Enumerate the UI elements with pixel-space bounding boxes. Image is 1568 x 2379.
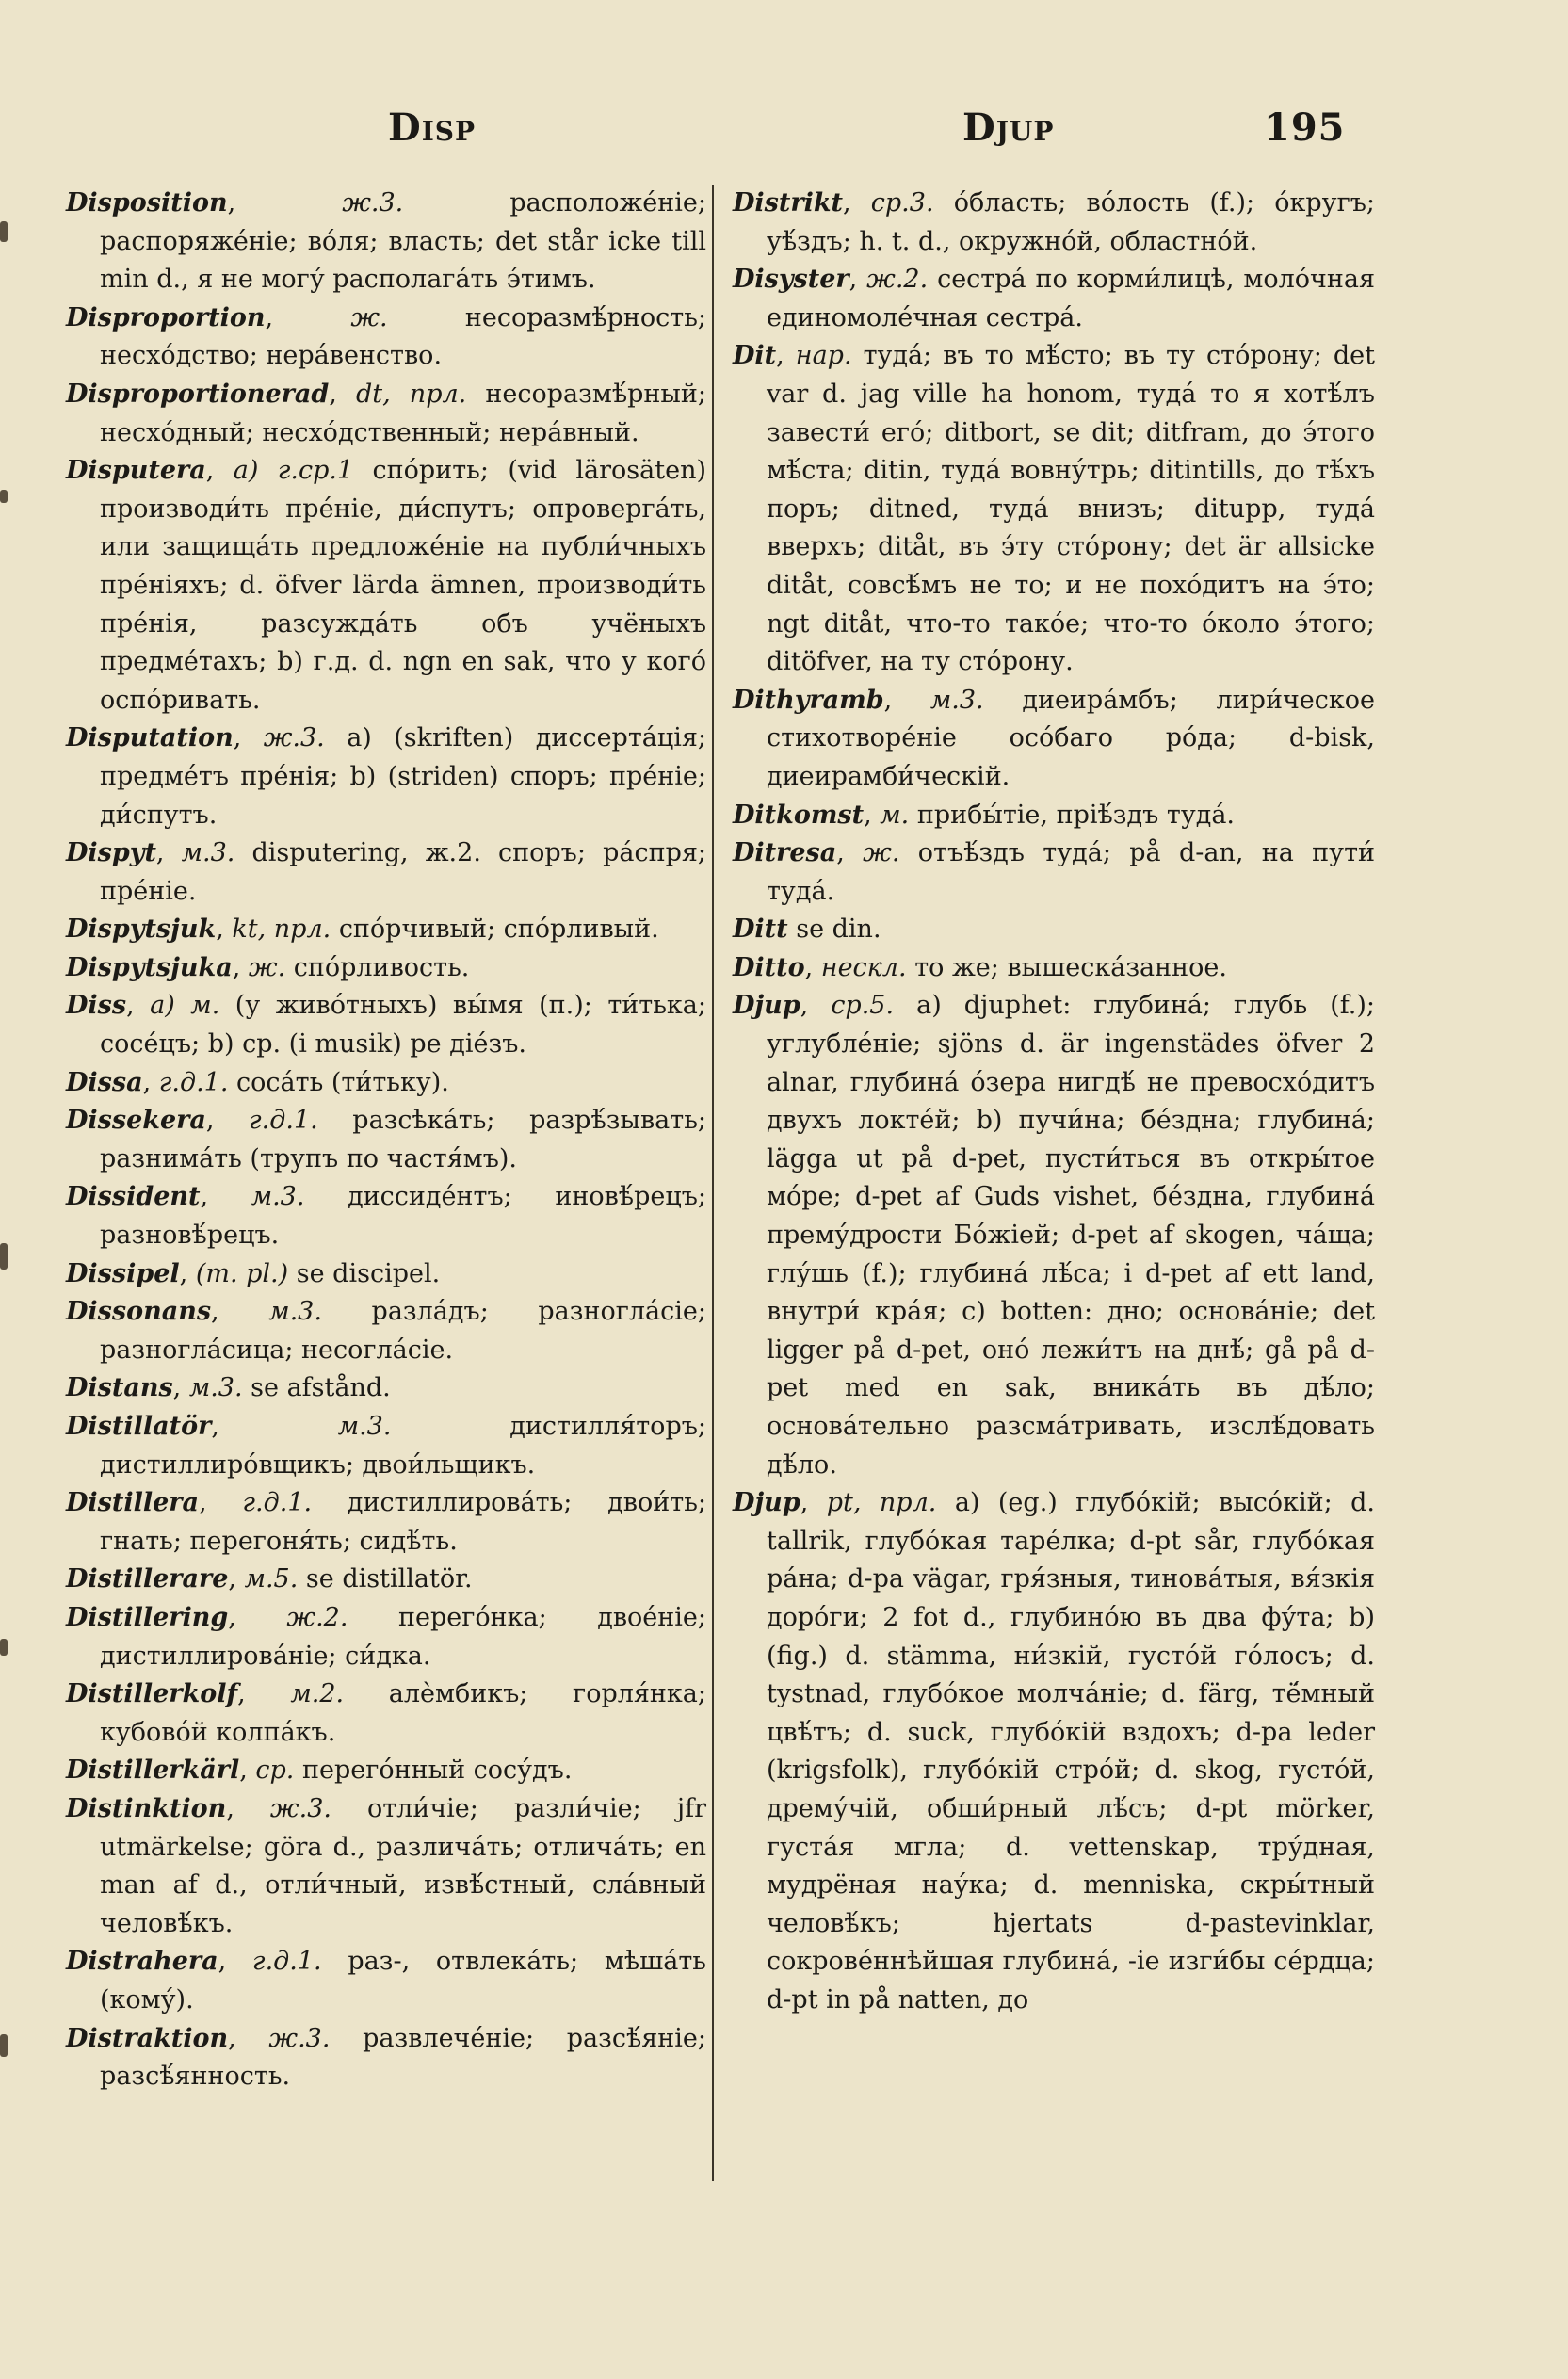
entry-headword: Distraktion bbox=[66, 2023, 229, 2053]
entry-headword: Disposition bbox=[66, 188, 228, 218]
entry-headword: Distillerkärl bbox=[66, 1756, 240, 1786]
entry-definition: отъѣ́здъ туда́; på d-an, на пути́ туда́. bbox=[767, 838, 1375, 906]
dictionary-entry bbox=[66, 376, 706, 452]
entry-definition: спо́рчивый; спо́рливый. bbox=[338, 914, 659, 945]
dictionary-entry bbox=[733, 1484, 1375, 2019]
entry-definition: а) (skriften) диссерта́ція; предме́тъ пре́нія; b) (striden) споръ; пре́ніе; ди́спутъ. bbox=[100, 723, 706, 830]
entry-grammar-label: , г.д.1. bbox=[199, 1488, 312, 1517]
entry-grammar-label: , ж.2. bbox=[849, 265, 929, 294]
entry-grammar-label: , м.5. bbox=[228, 1564, 298, 1594]
entry-definition: дистилля́торъ; дистиллиро́вщикъ; двои́льщикъ. bbox=[100, 1412, 706, 1480]
entry-grammar-label: , (m. pl.) bbox=[180, 1259, 289, 1288]
entry-definition: disputering, ж.2. споръ; ра́спря; пре́ніе. bbox=[100, 838, 706, 906]
entry-definition: алѐмбикъ; горля́нка; кубово́й колпа́къ. bbox=[100, 1679, 706, 1747]
entry-definition: разла́дъ; разногла́сіе; разногла́сица; несогла́сіе. bbox=[100, 1297, 706, 1365]
entry-headword: Dissident bbox=[66, 1182, 201, 1212]
column-divider bbox=[712, 185, 714, 2181]
entry-grammar-label: , ж.3. bbox=[226, 1794, 331, 1823]
margin-speck bbox=[0, 490, 8, 503]
dictionary-entry bbox=[733, 949, 1375, 988]
dictionary-entry bbox=[66, 1293, 706, 1369]
entry-headword: Djup bbox=[733, 991, 800, 1021]
entry-grammar-label: , м.2. bbox=[237, 1679, 344, 1708]
dictionary-entry bbox=[733, 987, 1375, 1484]
entry-grammar-label: , м.3. bbox=[173, 1373, 243, 1402]
entry-definition: сестра́ по корми́лицѣ, моло́чная единомоле́чная сестра́. bbox=[767, 265, 1375, 332]
entry-definition: несоразмѣ́рность; несхо́дство; нера́венство. bbox=[100, 302, 706, 371]
entry-grammar-label: , ж.3. bbox=[234, 723, 325, 753]
dictionary-entry bbox=[66, 1064, 706, 1103]
entry-headword: Disproportionerad bbox=[66, 379, 330, 409]
entry-definition: разсѣка́ть; разрѣ́зывать; разнима́ть (трупъ по частя́мъ). bbox=[100, 1106, 706, 1173]
entry-grammar-label: , dt, прл. bbox=[329, 380, 466, 409]
entry-headword: Dispyt bbox=[66, 838, 156, 868]
page-number: 195 bbox=[1264, 105, 1346, 150]
entry-grammar-label: , нар. bbox=[776, 341, 851, 370]
entry-headword: Ditto bbox=[733, 952, 805, 982]
entry-definition: туда́; въ то мѣ́сто; въ ту сто́рону; det var d. jag ville ha honom, туда́ то я хотѣ́лъ завести́ его́; ditbort, se dit; ditfram, до э́того мѣ́ста; ditin, туда́ вовну́трь; ditintills, до тѣ́хъ поръ; ditned, туда́ внизъ; ditupp, туда́ вверхъ; ditåt, въ э́ту сто́рону; det är allsicke ditåt, совсѣ́мъ не то; и не похо́дитъ на э́то; ngt ditåt, что-то тако́е; что-то о́коло э́того; ditöfver, на ту сто́рону. bbox=[767, 341, 1375, 677]
entry-definition: а) djuphet: глубина́; глубь (f.); углубле́ніе; sjöns d. är ingenstädes öfver 2 alnar, глубина́ о́зера нигдѣ́ не превосхо́дитъ двухъ локте́й; b) пучи́на; бе́здна; глубина́; lägga ut på d-pet, пусти́ться въ откры́тое мо́ре; d-pet af Guds vishet, бе́здна, глубина́ прему́дрости Бо́жіей; d-pet af skogen, ча́ща; глу́шь (f.); глубина́ лѣ́са; i d-pet af ett land, внутри́ кра́я; c) botten: дно; основа́ніе; det ligger på d-pet, оно́ лежи́тъ на днѣ́; gå på d-pet med en sak, вника́ть въ дѣ́ло; основа́тельно разсма́тривать, изслѣ́довать дѣ́ло. bbox=[767, 991, 1375, 1480]
entry-headword: Distrahera bbox=[66, 1947, 218, 1977]
entry-grammar-label: , ж. bbox=[836, 838, 899, 867]
entry-grammar-label: , м.3. bbox=[211, 1297, 322, 1326]
entry-grammar-label: , ср.3. bbox=[843, 188, 934, 218]
entry-definition: дистиллирова́ть; двои́ть; гнать; перегоня́ть; сидѣ́ть. bbox=[100, 1488, 706, 1556]
dictionary-entry bbox=[66, 1790, 706, 1943]
entry-headword: Dithyramb bbox=[733, 685, 884, 715]
entry-grammar-label: , а) м. bbox=[126, 991, 219, 1020]
dictionary-entry bbox=[66, 2020, 706, 2096]
entry-definition: спо́рить; (vid lärosäten) производи́ть пре́ніе, ди́спутъ; опроверга́ть, или защища́ть предложе́ніе на публи́чныхъ пре́ніяхъ; d. öfver lärda ämnen, производи́ть пре́нія, разсужда́ть объ учёныхъ предме́тахъ; b) г.д. d. ngn en sak, что у кого́ оспо́ривать. bbox=[100, 456, 707, 715]
entry-headword: Dit bbox=[733, 341, 777, 371]
entry-headword: Distans bbox=[66, 1373, 173, 1403]
margin-speck bbox=[0, 1243, 8, 1270]
dictionary-entry bbox=[66, 949, 706, 988]
entry-headword: Distrikt bbox=[733, 188, 844, 218]
entry-grammar-label: , м.3. bbox=[884, 686, 984, 715]
dictionary-entry bbox=[66, 834, 706, 911]
dictionary-entry bbox=[733, 797, 1375, 835]
dictionary-entry bbox=[66, 1408, 706, 1484]
dictionary-entry bbox=[66, 1561, 706, 1599]
dictionary-entry bbox=[733, 682, 1375, 797]
entry-definition: перего́нный сосу́дъ. bbox=[301, 1756, 573, 1786]
entry-definition: прибы́тіе, пріѣ́здъ туда́. bbox=[916, 800, 1236, 830]
dictionary-entry bbox=[66, 1599, 706, 1675]
entry-headword: Distillera bbox=[66, 1488, 200, 1518]
entry-grammar-label: , ж. bbox=[233, 953, 285, 982]
entry-definition: о́бласть; во́лость (f.); о́кругъ; уѣ́здъ; h. t. d., окружно́й, областно́й. bbox=[767, 188, 1375, 256]
entry-headword: Disproportion bbox=[66, 302, 266, 332]
entry-definition: se discipel. bbox=[296, 1258, 441, 1288]
entry-headword: Distillatör bbox=[66, 1412, 212, 1441]
entry-headword: Djup bbox=[733, 1488, 800, 1518]
entry-grammar-label: , pt, прл. bbox=[800, 1488, 937, 1517]
entry-definition: диеира́мбъ; лири́ческое стихотворе́ніе осо́баго ро́да; d-bisk, диеирамби́ческій. bbox=[767, 685, 1375, 791]
entry-definition: а) (eg.) глубо́кій; высо́кій; d. tallrik, глубо́кая таре́лка; d-pt sår, глубо́кая ра́на; d-pa vägar, гря́зныя, тинова́тыя, вя́зкія доро́ги; 2 fot d., глубино́ю въ два фу́та; b) (fig.) d. stämma, ни́зкій, густо́й го́лосъ; d. tystnad, глубо́кое молча́ніе; d. färg, тё́мный цвѣ́тъ; d. suck, глубо́кій вздохъ; d-pa leder (krigsfolk), глубо́кій стро́й; d. skog, густо́й, дрему́чій, обши́рный лѣ́съ; d-pt mörker, густа́я мгла; d. vettenskap, тру́дная, мудрёная нау́ка; d. menniska, скры́тный человѣ́къ; hjertats d-pastevinklar, сокрове́ннѣйшая глубина́, -ie изги́бы се́рдца; d-pt in på natten, до bbox=[767, 1488, 1375, 2015]
dictionary-entry bbox=[66, 1102, 706, 1178]
entry-definition: se distillatör. bbox=[305, 1564, 473, 1594]
dictionary-entry bbox=[66, 1178, 706, 1254]
dictionary-entry bbox=[66, 1675, 706, 1752]
entry-definition: se din. bbox=[796, 914, 881, 945]
entry-definition: отли́чіе; разли́чіе; jfr utmärkelse; göra d., различа́ть; отлича́ть; en man af d., отли́чный, извѣ́стный, сла́вный человѣ́къ. bbox=[100, 1793, 706, 1938]
entry-definition: (у живо́тныхъ) вы́мя (п.); ти́тька; сосе́цъ; b) ср. (i musik) ре діе́зъ. bbox=[100, 991, 706, 1060]
entry-definition: расположе́ніе; распоряже́ніе; во́ля; власть; det står icke till min d., я не могу́ располага́ть э́тимъ. bbox=[100, 188, 706, 295]
entry-definition: перего́нка; двое́ніе; дистиллирова́ніе; си́дка. bbox=[100, 1602, 706, 1671]
dictionary-entry bbox=[66, 911, 706, 949]
margin-speck bbox=[0, 1639, 8, 1656]
right-column bbox=[733, 185, 1375, 2020]
entry-headword: Dissonans bbox=[66, 1297, 212, 1327]
entry-headword: Dissa bbox=[66, 1067, 143, 1097]
entry-definition: развлече́ніе; разсѣ́яніе; разсѣ́янность. bbox=[100, 2023, 706, 2092]
entry-headword: Distillerkolf bbox=[66, 1679, 238, 1709]
dictionary-entry bbox=[66, 1943, 706, 2019]
entry-definition: se afstånd. bbox=[251, 1373, 391, 1403]
entry-grammar-label: , м.3. bbox=[156, 838, 234, 867]
entry-headword: Distillerare bbox=[66, 1564, 229, 1594]
entry-grammar-label: , нескл. bbox=[805, 953, 907, 982]
dictionary-entry bbox=[66, 1369, 706, 1408]
entry-headword: Ditresa bbox=[733, 838, 837, 868]
dictionary-entry bbox=[66, 299, 706, 376]
entry-grammar-label: , м.3. bbox=[211, 1412, 391, 1441]
left-column bbox=[66, 185, 706, 2096]
entry-headword: Disputera bbox=[66, 456, 206, 486]
entry-headword: Distillering bbox=[66, 1602, 229, 1632]
entry-grammar-label: , г.д.1. bbox=[143, 1068, 229, 1097]
dictionary-entry bbox=[733, 261, 1375, 337]
entry-definition: соса́ть (ти́тьку). bbox=[236, 1067, 449, 1097]
entry-headword: Dissipel bbox=[66, 1258, 180, 1288]
entry-grammar-label: , ж.3. bbox=[228, 2024, 330, 2053]
entry-definition: диссиде́нтъ; иновѣ́рецъ; разновѣ́рецъ. bbox=[100, 1182, 706, 1251]
entry-grammar-label: , ср.5. bbox=[800, 991, 894, 1020]
dictionary-entry bbox=[66, 1255, 706, 1294]
entry-headword: Ditt bbox=[733, 914, 788, 945]
entry-grammar-label: , г.д.1. bbox=[218, 1947, 322, 1976]
entry-headword: Distinktion bbox=[66, 1793, 227, 1823]
dictionary-entry bbox=[66, 1752, 706, 1790]
dictionary-entry bbox=[733, 834, 1375, 911]
dictionary-entry bbox=[66, 185, 706, 299]
entry-headword: Disyster bbox=[733, 265, 849, 295]
entry-headword: Dispytsjuka bbox=[66, 952, 233, 982]
dictionary-entry bbox=[733, 185, 1375, 261]
entry-headword: Disputation bbox=[66, 723, 234, 753]
entry-definition: спо́рливость. bbox=[293, 952, 470, 982]
entry-definition: то же; вышеска́занное. bbox=[914, 952, 1227, 982]
margin-speck bbox=[0, 2034, 8, 2057]
entry-headword: Diss bbox=[66, 991, 127, 1021]
margin-speck bbox=[0, 221, 8, 242]
entry-grammar-label: , ср. bbox=[239, 1756, 294, 1785]
dictionary-entry bbox=[733, 337, 1375, 681]
running-head-right: Djup bbox=[962, 105, 1055, 150]
dictionary-entry bbox=[66, 452, 706, 720]
dictionary-entry bbox=[66, 1484, 706, 1561]
entry-grammar-label: , а) г.ср.1 bbox=[206, 456, 353, 485]
entry-grammar-label: , kt, прл. bbox=[216, 914, 331, 944]
entry-headword: Dissekera bbox=[66, 1106, 206, 1136]
entry-definition: раз-, отвлека́ть; мѣша́ть (кому́). bbox=[100, 1947, 706, 2015]
entry-grammar-label: , ж.2. bbox=[228, 1603, 348, 1632]
dictionary-entry bbox=[66, 987, 706, 1063]
entry-headword: Dispytsjuk bbox=[66, 914, 217, 945]
dictionary-entry bbox=[733, 911, 1375, 949]
dictionary-entry bbox=[66, 720, 706, 834]
running-head-left: Disp bbox=[388, 105, 477, 150]
entry-grammar-label: , м. bbox=[864, 801, 909, 830]
entry-grammar-label: , ж. bbox=[265, 303, 387, 332]
entry-grammar-label: , г.д.1. bbox=[206, 1106, 318, 1135]
entry-grammar-label: , ж.3. bbox=[228, 188, 404, 218]
entry-definition: несоразмѣ́рный; несхо́дный; несхо́дственный; нера́вный. bbox=[100, 379, 706, 447]
entry-headword: Ditkomst bbox=[733, 800, 865, 830]
entry-grammar-label: , м.3. bbox=[201, 1182, 305, 1211]
